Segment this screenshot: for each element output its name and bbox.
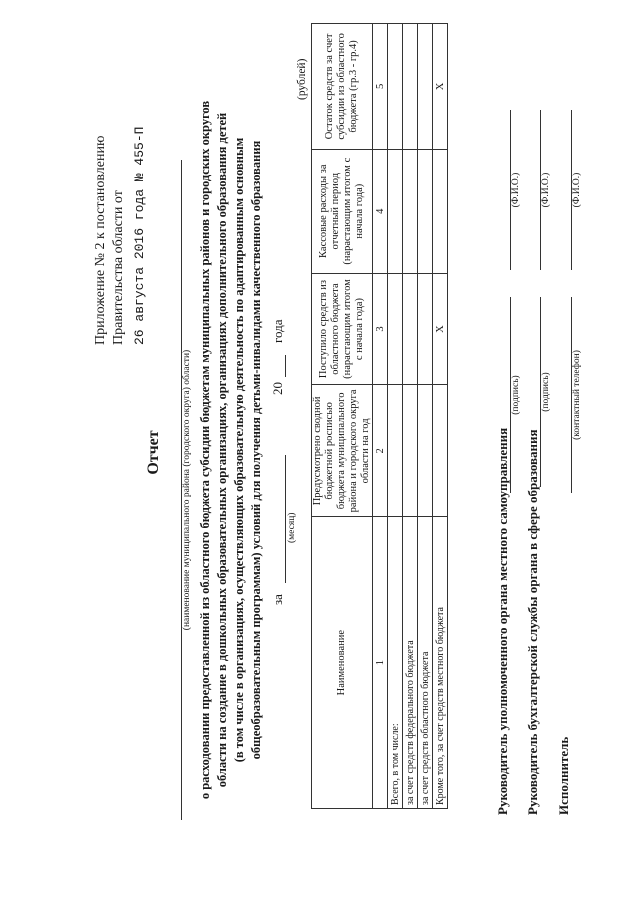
year-blank: [284, 355, 286, 377]
col-number-3: 3: [373, 273, 388, 385]
row-label: Всего, в том числе:: [388, 517, 403, 809]
cell: [403, 24, 418, 150]
signature-row-1: [495, 25, 521, 815]
cell: [433, 149, 448, 273]
col-number-1: 1: [373, 517, 388, 809]
municipality-caption: (наименование муниципального района (городского округа) области): [182, 349, 192, 631]
name-caption: (Ф.И.О.): [541, 172, 551, 208]
signature-label: Исполнитель: [556, 736, 571, 815]
table-row: [388, 24, 403, 809]
cell: [388, 149, 403, 273]
name-caption: (Ф.И.О.): [511, 172, 521, 208]
signature-row-2: [525, 25, 551, 815]
subject-line-2: области на создание в дошкольных образовательных организациях, организациях дополнительного образования детей: [215, 112, 229, 788]
cell: [388, 24, 403, 150]
report-table: [311, 23, 448, 809]
table-header-row: [312, 24, 373, 809]
signature-label: Руководитель уполномоченного органа местного самоуправления: [495, 427, 510, 815]
cell-x-mark: X: [433, 273, 448, 385]
appendix-block: [92, 25, 149, 345]
period-suffix: года: [270, 319, 285, 343]
appendix-date: 26 августа 2016 года № 455-П: [132, 126, 147, 345]
row-label: Кроме того, за счет средств местного бюджета: [433, 517, 448, 809]
cell: [433, 385, 448, 517]
signature-caption: (подпись): [511, 375, 521, 415]
report-title: Отчет: [145, 430, 162, 475]
name-caption: (Ф.И.О.): [572, 172, 582, 208]
cell: [418, 385, 433, 517]
period-prefix: за: [270, 594, 285, 605]
header-balance: Остаток средств за счет субсидии из областного бюджета (гр.3 - гр.4): [312, 24, 373, 150]
cell: [388, 385, 403, 517]
cell: [418, 273, 433, 385]
signature-caption: (подпись): [541, 372, 551, 412]
subject-line-4: общеобразовательным программам) условий для получения детьми-инвалидами качественного образования: [249, 140, 263, 760]
month-caption: (месяц): [287, 512, 297, 543]
header-planned: Предусмотрено сводной бюджетной росписью бюджета муниципального района и городского округа области на год: [312, 385, 373, 517]
period-line: [270, 245, 297, 605]
month-blank: [284, 455, 286, 583]
header-received: Поступило средств из областного бюджета (нарастающим итогом с начала года): [312, 273, 373, 385]
column-number-row: [373, 24, 388, 809]
cell-x-mark: X: [433, 24, 448, 150]
table-row: [418, 24, 433, 809]
header-name: Наименование: [312, 517, 373, 809]
table-row: [403, 24, 418, 809]
header-expenses: Кассовые расходы за отчетный период (нарастающим итогом с начала года): [312, 149, 373, 273]
subject-line-1: о расходовании предоставленной из областного бюджета субсидии бюджетам муниципальных районов и городских округов: [198, 100, 212, 800]
cell: [388, 273, 403, 385]
subject-line-3: (в том числе в организациях, осуществляющих образовательную деятельность по адаптированным основным: [232, 137, 246, 763]
signature-row-3: [556, 25, 582, 815]
col-number-2: 2: [373, 385, 388, 517]
cell: [418, 24, 433, 150]
row-label: за счет средств федерального бюджета: [403, 517, 418, 809]
cell: [403, 273, 418, 385]
signature-label: Руководитель бухгалтерской службы органа в сфере образования: [525, 429, 540, 815]
appendix-line-2: Правительства области от: [111, 190, 126, 345]
report-subject: [197, 20, 265, 880]
period-year-prefix: 20: [270, 382, 285, 395]
col-number-4: 4: [373, 149, 388, 273]
appendix-line-1: Приложение № 2 к постановлению: [93, 135, 108, 345]
cell: [403, 385, 418, 517]
table-row: [433, 24, 448, 809]
col-number-5: 5: [373, 24, 388, 150]
row-label: за счет средств областного бюджета: [418, 517, 433, 809]
units-label: (рублей): [296, 58, 308, 100]
cell: [418, 149, 433, 273]
cell: [403, 149, 418, 273]
phone-caption: (контактный телефон): [572, 350, 582, 440]
